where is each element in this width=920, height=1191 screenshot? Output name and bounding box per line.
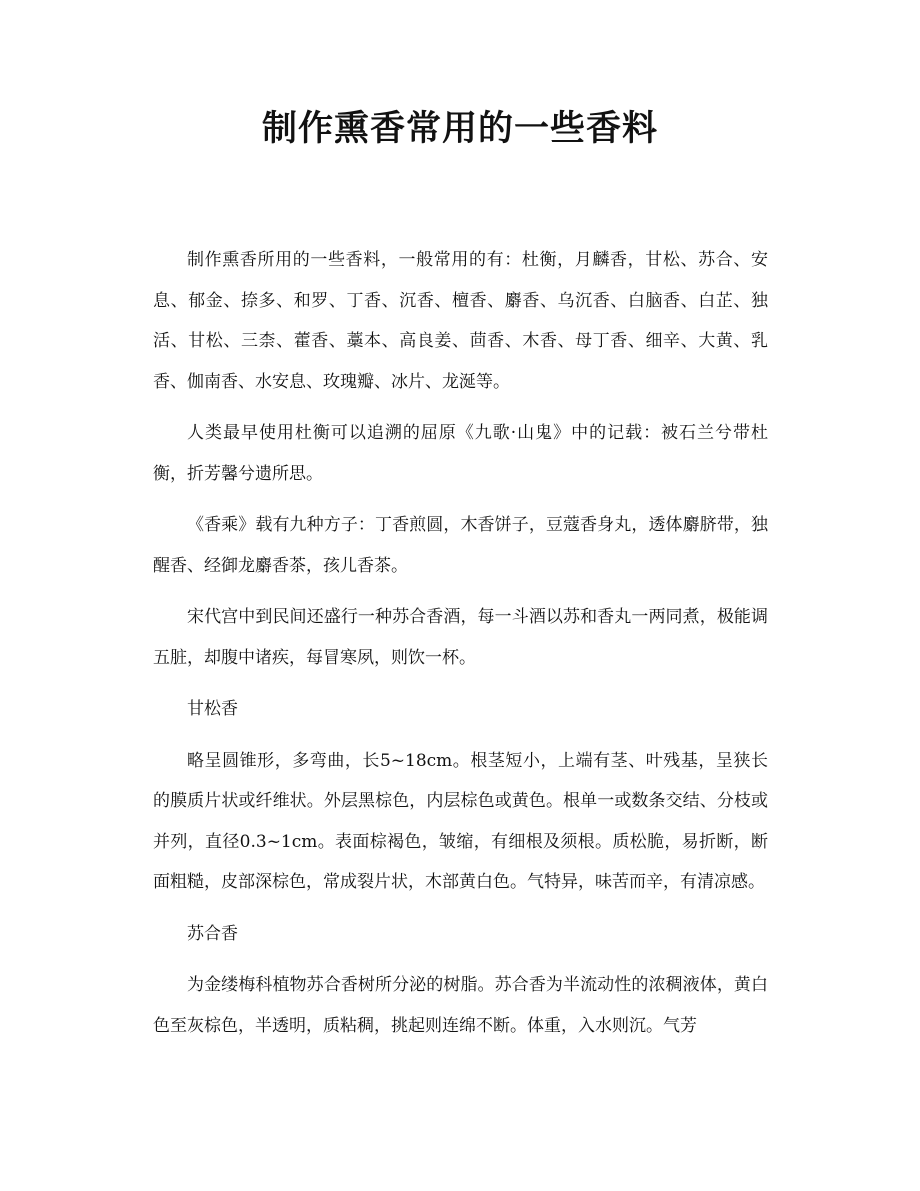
- section-heading-gansong: 甘松香: [187, 699, 238, 719]
- paragraph-gansong-description: 略呈圆锥形，多弯曲，长5~18cm。根茎短小，上端有茎、叶残基，呈狭长的膜质片状或纤维状。外层黑棕色，内层棕色或黄色。根单一或数条交结、分枝或并列，直径0.3~1cm。表面棕褐色，皱缩，有细根及须根。质松脆，易折断，断面粗糙，皮部深棕色，常成裂片状，木部黄白色。气特异，味苦而辛，有清凉感。: [153, 750, 768, 892]
- document-body: [153, 240, 768, 1057]
- paragraph-spices-list: 制作熏香所用的一些香料，一般常用的有：杜衡，月麟香，甘松、苏合、安息、郁金、捺多、和罗、丁香、沉香、檀香、麝香、乌沉香、白脑香、白芷、独活、甘松、三柰、藿香、藁本、高良姜、茴香、木香、母丁香、细辛、大黄、乳香、伽南香、水安息、玫瑰瓣、冰片、龙涎等。: [153, 250, 768, 392]
- paragraph-duheng-history: 人类最早使用杜衡可以追溯的屈原《九歌·山鬼》中的记载：被石兰兮带杜衡，折芳馨兮遗所思。: [153, 423, 768, 484]
- document-title: 制作熏香常用的一些香料: [261, 108, 658, 149]
- paragraph-xiangcheng-recipes: 《香乘》载有九种方子：丁香煎圆，木香饼子，豆蔻香身丸，透体麝脐带，独醒香、经御龙麝香茶，孩儿香茶。: [153, 515, 768, 576]
- section-heading-suhe: 苏合香: [187, 923, 238, 944]
- paragraph-suhe-description: 为金缕梅科植物苏合香树所分泌的树脂。苏合香为半流动性的浓稠液体，黄白色至灰棕色，半透明，质粘稠，挑起则连绵不断。体重，入水则沉。气芳: [153, 975, 768, 1036]
- paragraph-suhe-wine: 宋代宫中到民间还盛行一种苏合香酒，每一斗酒以苏和香丸一两同煮，极能调五脏，却腹中诸疾，每冒寒夙，则饮一杯。: [153, 607, 768, 668]
